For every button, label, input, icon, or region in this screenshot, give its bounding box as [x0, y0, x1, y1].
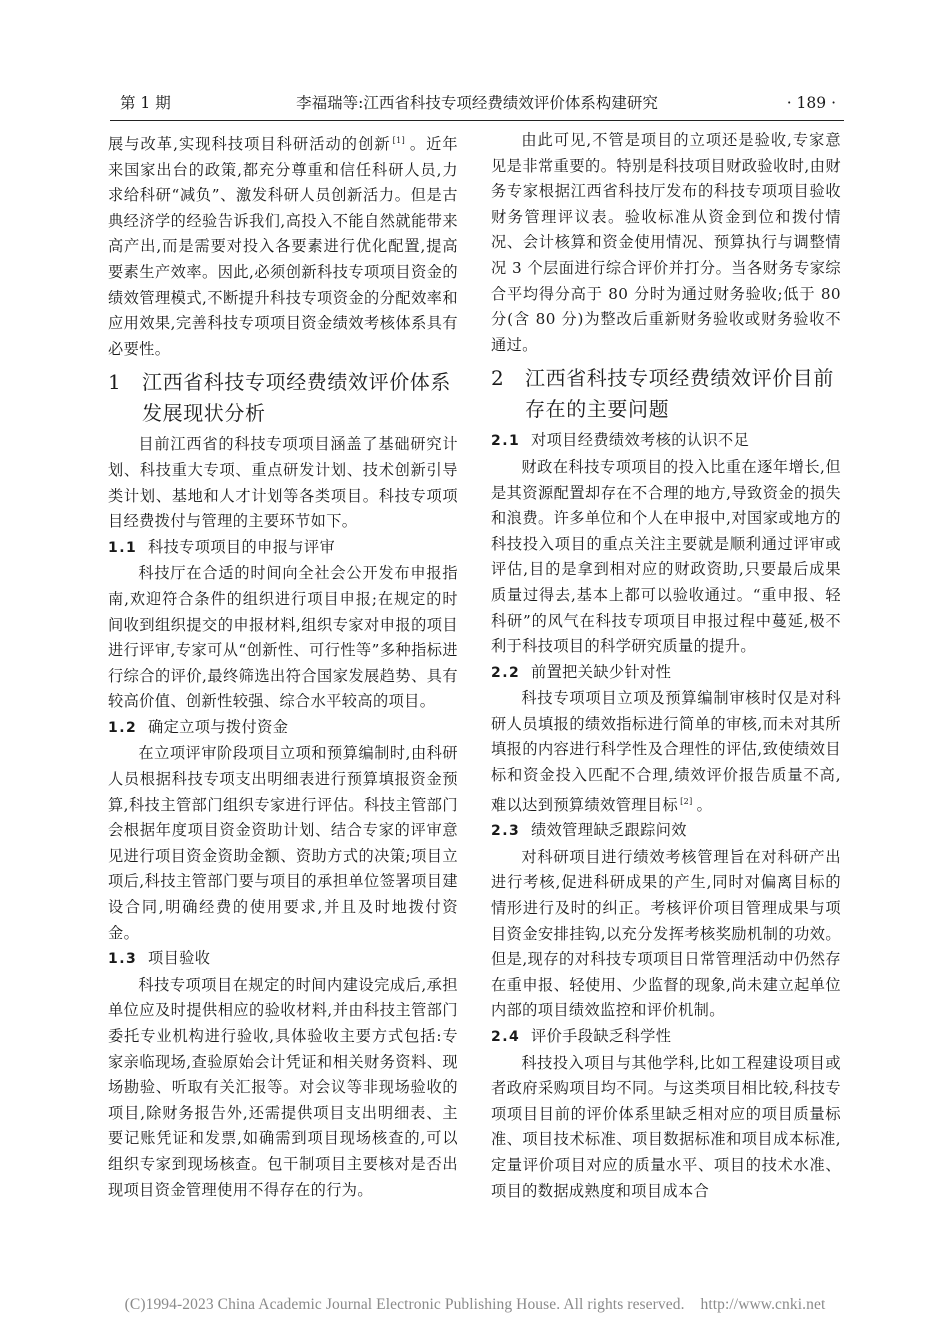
- section-title: 江西省科技专项经费绩效评价目前存在的主要问题: [525, 366, 834, 422]
- subsection-number: 1.1: [108, 539, 138, 556]
- running-title: 李福瑞等:江西省科技专项经费绩效评价体系构建研究: [296, 94, 658, 112]
- header-rule: [110, 120, 844, 121]
- right-column: [491, 128, 841, 1204]
- running-header: [110, 92, 844, 114]
- subsection-title: 评价手段缺乏科学性: [531, 1027, 672, 1045]
- subsection-2-3-heading: [491, 818, 841, 845]
- subsection-1-1-paragraph: 科技厅在合适的时间向全社会公开发布申报指南,欢迎符合条件的组织进行项目申报;在规定的时间收到组织提交的申报材料,组织专家对申报的项目进行评审,专家可从“创新性、可行性等”多种指标进行综合的评价,最终筛选出符合国家发展趋势、具有较高价值、创新性较强、综合水平较高的项目。: [108, 564, 458, 711]
- subsection-2-3-paragraph: 对科研项目进行绩效考核管理旨在对科研产出进行考核,促进科研成果的产生,同时对偏离目标的情形进行及时的纠正。考核评价项目管理成果与项目资金安排挂钩,以充分发挥考核奖励机制的功效。但是,现存的对科技专项项目日常管理活动中仍然存在重申报、轻使用、少监督的现象,尚未建立起单位内部的项目绩效监控和评价机制。: [491, 847, 841, 1020]
- intro-text-1: 展与改革,实现科技项目科研活动的创新: [108, 135, 391, 153]
- subsection-number: 1.2: [108, 719, 138, 736]
- subsection-1-2-paragraph: 在立项评审阶段项目立项和预算编制时,由科研人员根据科技专项支出明细表进行预算填报资金预算,科技主管部门组织专家进行评估。科技主管部门会根据年度项目资金资助计划、结合专家的评审意见进行项目资金资助金额、资助方式的决策;项目立项后,科技主管部门要与项目的承担单位签署项目建设合同,明确经费的使用要求,并且及时地拨付资金。: [108, 744, 458, 942]
- section-title: 江西省科技专项经费绩效评价体系发展现状分析: [142, 370, 451, 426]
- intro-paragraph: [108, 128, 458, 362]
- section-2-heading: [491, 363, 841, 425]
- subsection-title: 确定立项与拨付资金: [148, 717, 289, 736]
- section-1-paragraph: 目前江西省的科技专项项目涵盖了基础研究计划、科技重大专项、重点研发计划、技术创新引导类计划、基地和人才计划等各类项目。科技专项项目经费拨付与管理的主要环节如下。: [108, 435, 458, 531]
- subsection-title: 项目验收: [148, 949, 211, 968]
- subsection-2-1-paragraph: 财政在科技专项项目的投入比重在逐年增长,但是其资源配置却存在不合理的地方,导致资金的损失和浪费。许多单位和个人在申报中,对国家或地方的科技投入项目的重点关注主要就是顺利通过评审或评估,目的是拿到相对应的财政资助,只要最后成果质量过得去,基本上都可以验收通过。“重申报、轻科研”的风气在科技专项项目申报过程中蔓延,极不利于科技项目的科学研究质量的提升。: [491, 457, 841, 656]
- subsection-2-4-paragraph: 科技投入项目与其他学科,比如工程建设项目或者政府采购项目均不同。与这类项目相比较,科技专项项目目前的评价体系里缺乏相对应的项目质量标准、项目技术标准、项目数据标准和项目成本标准,定量评价项目对应的质量水平、项目的技术水准、项目的数据成熟度和项目成本合: [491, 1053, 841, 1200]
- subsection-number: 2.4: [491, 1029, 521, 1045]
- subsection-1-3-heading: [108, 946, 458, 973]
- right-intro-paragraph: 由此可见,不管是项目的立项还是验收,专家意见是非常重要的。特别是科技项目财政验收时,由财务专家根据江西省科技厅发布的科技专项项目验收财务管理评议表。验收标准从资金到位和拨付情况、会计核算和资金使用情况、预算执行与调整情况 3 个层面进行综合评价并打分。当各财务专家综合平均得分高于 80 分时为通过财务验收;低于 80 分(含 80 分)为整改后重新财务验收或财务验收不通过。: [491, 131, 841, 354]
- section-number: 2: [491, 366, 505, 391]
- subsection-1-3-paragraph: 科技专项项目在规定的时间内建设完成后,承担单位应及时提供相应的验收材料,并由科技主管部门委托专业机构进行验收,具体验收主要方式包括:专家亲临现场,查验原始会计凭证和相关财务资料、现场勘验、听取有关汇报等。对会议等非现场验收的项目,除财务报告外,还需提供项目支出明细表、主要记账凭证和发票,如确需到项目现场核查的,可以组织专家到现场核查。包干制项目主要核对是否出现项目资金管理使用不得存在的行为。: [108, 975, 458, 1199]
- subsection-2-2-text-end: 。: [696, 795, 713, 814]
- citation-ref-1: [1]: [392, 136, 406, 145]
- left-column: [108, 128, 458, 1203]
- subsection-2-4-heading: [491, 1024, 841, 1051]
- subsection-number: 2.3: [491, 823, 521, 840]
- subsection-2-2-text: 科技专项项目立项及预算编制审核时仅是对科研人员填报的绩效指标进行简单的审核,而未对其所填报的内容进行科学性及合理性的评估,致使绩效目标和资金投入匹配不合理,绩效评价报告质量不高,难以达到预算绩效管理目标: [491, 689, 841, 814]
- page-number: · 189 ·: [786, 94, 836, 112]
- section-number: 1: [108, 370, 122, 395]
- copyright-footer: (C)1994-2023 China Academic Journal Electronic Publishing House. All rights reserved. http://www.cnki.net: [124, 1296, 826, 1313]
- subsection-1-1-heading: [108, 535, 458, 562]
- subsection-number: 2.2: [491, 664, 521, 681]
- subsection-title: 对项目经费绩效考核的认识不足: [531, 431, 750, 450]
- subsection-title: 前置把关缺少针对性: [531, 662, 672, 681]
- subsection-2-2-heading: [491, 660, 841, 687]
- subsection-2-1-heading: [491, 428, 841, 455]
- subsection-number: 1.3: [108, 951, 138, 968]
- section-1-heading: [108, 367, 458, 429]
- intro-text-2: 。近年来国家出台的政策,都充分尊重和信任科研人员,力求给科研“减负”、激发科研人员创新活力。但是古典经济学的经验告诉我们,高投入不能自然就能带来高产出,而是需要对投入各要素进行优化配置,提高要素生产效率。因此,必须创新科技专项项目资金的绩效管理模式,不断提升科技专项资金的分配效率和应用效果,完善科技专项项目资金绩效考核体系具有必要性。: [108, 135, 459, 358]
- citation-ref-2: [2]: [680, 796, 693, 806]
- subsection-title: 科技专项项目的申报与评审: [148, 537, 336, 556]
- subsection-1-2-heading: [108, 715, 458, 742]
- subsection-number: 2.1: [491, 433, 521, 450]
- issue-number: 第 1 期: [120, 94, 171, 112]
- subsection-title: 绩效管理缺乏跟踪问效: [531, 821, 687, 840]
- subsection-2-2-paragraph: [491, 686, 841, 818]
